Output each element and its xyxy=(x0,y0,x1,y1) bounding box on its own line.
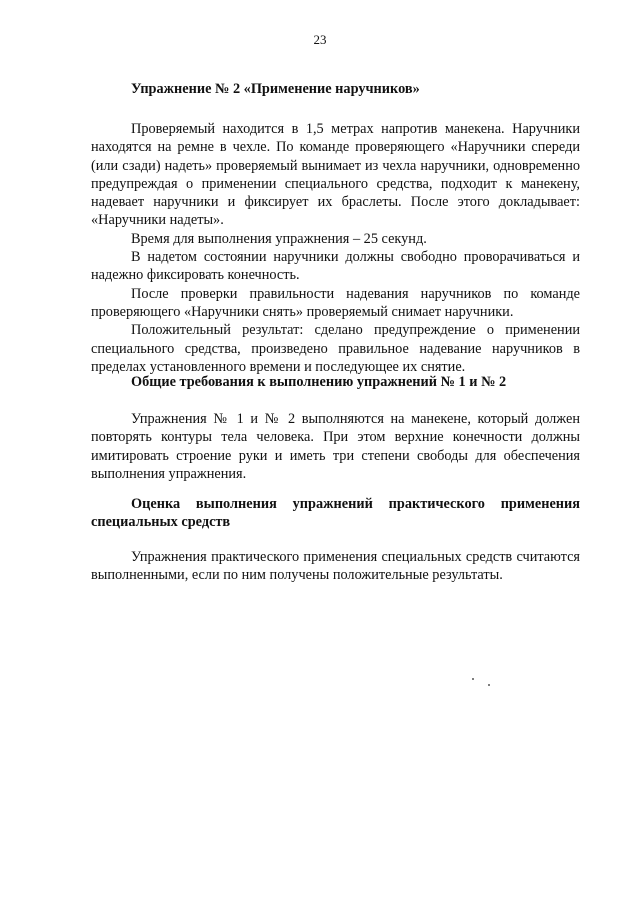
paragraph: В надетом состоянии наручники должны свободно проворачиваться и надежно фиксировать конечность. xyxy=(91,249,580,284)
paragraph: Время для выполнения упражнения – 25 секунд. xyxy=(131,230,427,247)
scan-speck xyxy=(488,684,490,686)
paragraph: Проверяемый находится в 1,5 метрах напротив манекена. Наручники находятся на ремне в чехле. По команде проверяющего «Наручники спереди (или сзади) надеть» проверяемый вынимает из чехла наручники, одновременно предупреждая о применении специального средства, подходит к манекену, надевает наручники и фиксирует их браслеты. После этого докладывает: «Наручники надеты». xyxy=(91,121,580,229)
section-heading: Оценка выполнения упражнений практического применения специальных средств xyxy=(91,496,580,531)
section-heading: Общие требования к выполнению упражнений № 1 и № 2 xyxy=(131,374,507,390)
paragraph: Упражнения практического применения специальных средств считаются выполненными, если по ним получены положительные результаты. xyxy=(91,549,580,584)
section-exercise-2-heading-block xyxy=(91,80,580,98)
paragraph: После проверки правильности надевания наручников по команде проверяющего «Наручники снять» проверяемый снимает наручники. xyxy=(91,285,580,320)
section-evaluation-heading-block xyxy=(91,495,580,532)
section-exercise-2-body xyxy=(91,120,580,376)
paragraph: Положительный результат: сделано предупреждение о применении специального средства, произведено правильное надевание наручников в пределах установленного времени и последующее их снятие. xyxy=(91,322,580,375)
section-general-requirements-body xyxy=(91,410,580,483)
section-general-requirements-heading-block xyxy=(91,373,580,391)
section-evaluation-body xyxy=(91,548,580,585)
section-heading: Упражнение № 2 «Применение наручников» xyxy=(131,81,420,97)
page-number: 23 xyxy=(313,32,327,47)
scan-speck xyxy=(472,678,474,680)
paragraph: Упражнения № 1 и № 2 выполняются на манекене, который должен повторять контуры тела человека. При этом верхние конечности должны имитировать строение руки и иметь три степени свободы для обеспечения выполнения упражнения. xyxy=(91,411,580,482)
